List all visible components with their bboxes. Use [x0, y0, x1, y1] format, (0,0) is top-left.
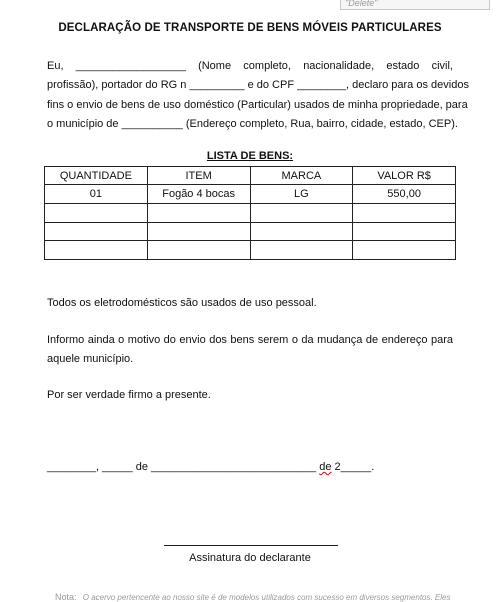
paragraph-reason — [47, 331, 453, 369]
intro-line: profissão), portador do RG n _________ e do CPF ________, declaro para os devidos — [47, 79, 469, 92]
table-header-row — [45, 167, 456, 185]
cell-marca: LG — [250, 185, 353, 204]
cell-valor — [353, 203, 456, 222]
cell-quantidade: 01 — [45, 185, 148, 204]
signature-label: Assinatura do declarante — [189, 552, 311, 564]
table-row — [45, 203, 456, 222]
cell-marca — [250, 203, 353, 222]
cell-valor — [353, 222, 456, 241]
cell-marca — [250, 222, 353, 241]
cell-quantidade — [45, 222, 148, 241]
table-row — [45, 241, 456, 260]
cell-marca — [250, 241, 353, 260]
header-valor: VALOR R$ — [353, 167, 456, 185]
intro-line: fins o envio de bens de uso doméstico (Particular) usados de minha propriedade, para — [47, 98, 468, 111]
header-item: ITEM — [147, 167, 250, 185]
intro-line: Eu, __________________ (Nome completo, nacionalidade, estado civil, — [47, 60, 453, 72]
reason-line: aquele município. — [47, 353, 134, 365]
table-row — [45, 222, 456, 241]
note-label: Nota: — [55, 592, 77, 602]
list-title: LISTA DE BENS: — [206, 150, 294, 162]
date-line — [47, 458, 453, 477]
date-de: de — [319, 461, 332, 473]
cell-item — [147, 203, 250, 222]
cell-item: Fogão 4 bocas — [147, 185, 250, 204]
footer-note — [55, 592, 495, 602]
paragraph-usage: Todos os eletrodomésticos são usados de uso pessoal. — [47, 297, 317, 309]
header-quantidade: QUANTIDADE — [45, 167, 148, 185]
goods-table — [44, 166, 456, 260]
table-row — [45, 185, 456, 204]
document-title: DECLARAÇÃO DE TRANSPORTE DE BENS MÓVEIS PARTICULARES — [58, 22, 442, 34]
cell-item — [147, 241, 250, 260]
cell-valor — [353, 241, 456, 260]
cell-quantidade — [45, 203, 148, 222]
intro-paragraph — [47, 57, 469, 134]
reason-line: Informo ainda o motivo do envio dos bens serem o da mudança de endereço para — [47, 334, 453, 346]
paragraph-closing: Por ser verdade firmo a presente. — [47, 389, 211, 401]
intro-line: o município de __________ (Endereço completo, Rua, bairro, cidade, estado, CEP). — [47, 117, 458, 130]
header-marca: MARCA — [250, 167, 353, 185]
cell-item — [147, 222, 250, 241]
signature-line — [164, 545, 338, 546]
cell-valor: 550,00 — [353, 185, 456, 204]
date-year: 2_____. — [334, 461, 375, 473]
date-fields: ________, _____ de ___________________________ — [47, 461, 317, 473]
note-text: O acervo pertencente ao nosso site é de modelos utilizados com sucesso em diversos segmentos. Eles — [82, 593, 451, 602]
delete-badge: "Delete" — [340, 0, 490, 10]
cell-quantidade — [45, 241, 148, 260]
